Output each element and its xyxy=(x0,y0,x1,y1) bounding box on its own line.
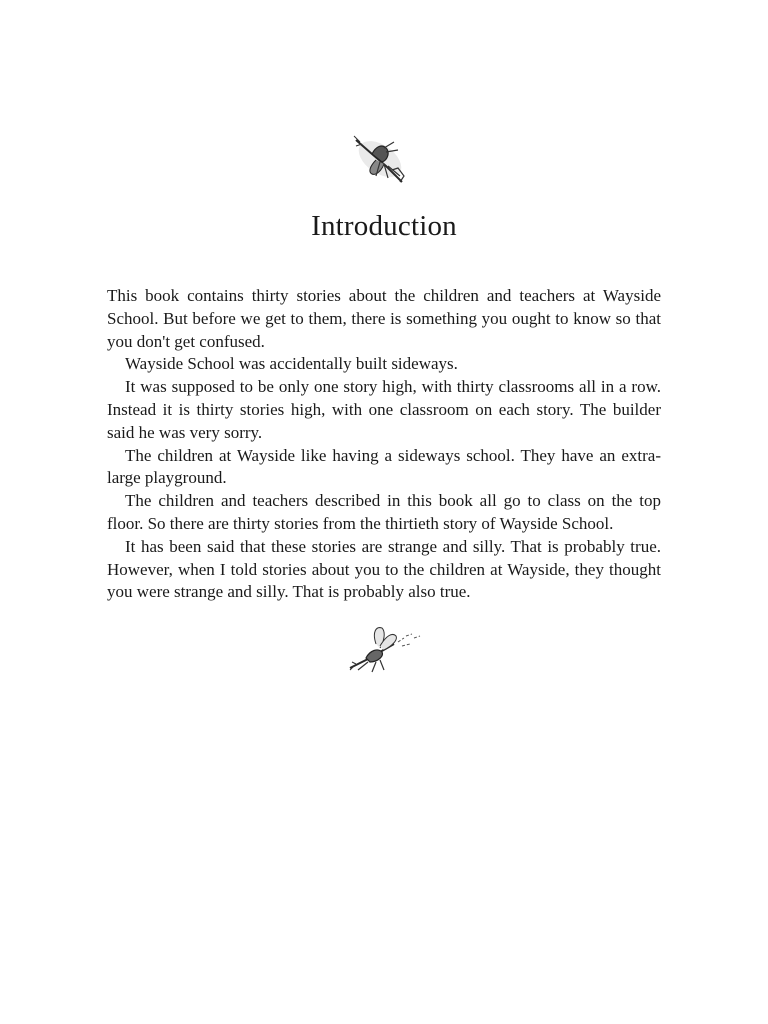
paragraph: Wayside School was accidentally built sideways. xyxy=(125,354,458,374)
flying-insect-sketch-icon xyxy=(346,622,424,674)
chapter-body xyxy=(107,285,661,604)
insect-sketch-icon xyxy=(346,132,412,190)
paragraph: The children at Wayside like having a sideways school. They have an extra-large playground. xyxy=(107,445,661,488)
paragraph: This book contains thirty stories about the children and teachers at Wayside School. But before we get to them, there is something you ought to know so that you don't get confused. xyxy=(107,286,661,351)
paragraph: It has been said that these stories are strange and silly. That is probably true. However, when I told stories about you to the children at Wayside, they thought you were strange and silly. That is probably also true. xyxy=(107,536,661,602)
paragraph: The children and teachers described in this book all go to class on the top floor. So there are thirty stories from the thirtieth story of Wayside School. xyxy=(107,491,661,533)
chapter-title: Introduction xyxy=(311,210,457,242)
paragraph: It was supposed to be only one story high, with thirty classrooms all in a row. Instead it is thirty stories high, with one classroom on each story. The builder said he was very sorry. xyxy=(107,377,661,442)
